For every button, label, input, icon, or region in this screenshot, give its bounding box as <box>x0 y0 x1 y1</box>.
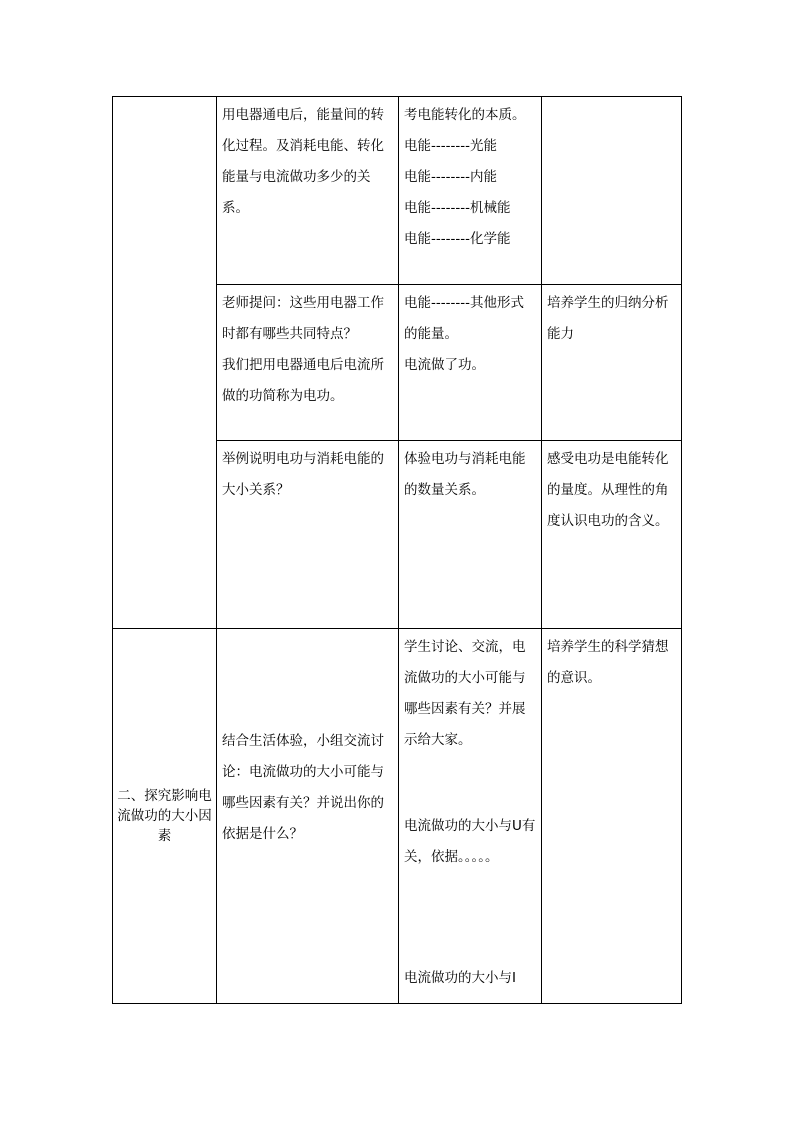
teacher-activity-cell <box>217 97 399 285</box>
student-hypothesis-voltage: 电流做功的大小与U有关，依据。。。。。 <box>404 818 536 865</box>
student-discussion-text: 学生讨论、交流，电流做功的大小可能与哪些因素有关？并展示给大家。 <box>404 639 526 748</box>
design-intent-cell: 感受电功是电能转化的量度。从理性的角度认识电功的含义。 <box>542 441 682 629</box>
student-hypothesis-current: 电流做功的大小与I <box>404 970 516 986</box>
table-row <box>113 629 682 1004</box>
energy-conversion-chemical: 电能--------化学能 <box>404 231 511 247</box>
energy-conversion-light: 电能--------光能 <box>404 138 497 154</box>
phase-cell <box>113 97 217 629</box>
table-row <box>113 97 682 285</box>
teacher-activity-cell <box>217 285 399 441</box>
student-activity-cell <box>399 285 542 441</box>
teacher-definition-text: 我们把用电器通电后电流所做的功简称为电功。 <box>222 357 384 404</box>
student-conclusion-text: 电流做了功。 <box>404 357 485 373</box>
lesson-plan-table <box>112 96 682 1004</box>
energy-conversion-heat: 电能--------内能 <box>404 169 497 185</box>
teacher-discussion-text: 结合生活体验，小组交流讨论：电流做功的大小可能与哪些因素有关？并说出你的依据是什么？ <box>222 732 384 842</box>
teacher-question-text: 老师提问：这些用电器工作时都有哪些共同特点？ <box>222 295 384 342</box>
student-answer-text: 电能--------其他形式的能量。 <box>404 295 524 342</box>
student-activity-text: 考电能转化的本质。 <box>404 107 526 123</box>
energy-conversion-mechanical: 电能--------机械能 <box>404 200 511 216</box>
teacher-activity-cell: 举例说明电功与消耗电能的大小关系？ <box>217 441 399 629</box>
student-activity-cell <box>399 629 542 1004</box>
design-intent-cell: 培养学生的科学猜想的意识。 <box>542 629 682 1004</box>
student-activity-cell <box>399 97 542 285</box>
teacher-activity-cell <box>217 629 399 1004</box>
phase-cell: 二、探究影响电流做功的大小因素 <box>113 629 217 1004</box>
student-activity-cell: 体验电功与消耗电能的数量关系。 <box>399 441 542 629</box>
teacher-activity-text: 用电器通电后，能量间的转化过程。及消耗电能、转化能量与电流做功多少的关系。 <box>222 107 384 216</box>
design-intent-cell: 培养学生的归纳分析能力 <box>542 285 682 441</box>
design-intent-cell <box>542 97 682 285</box>
